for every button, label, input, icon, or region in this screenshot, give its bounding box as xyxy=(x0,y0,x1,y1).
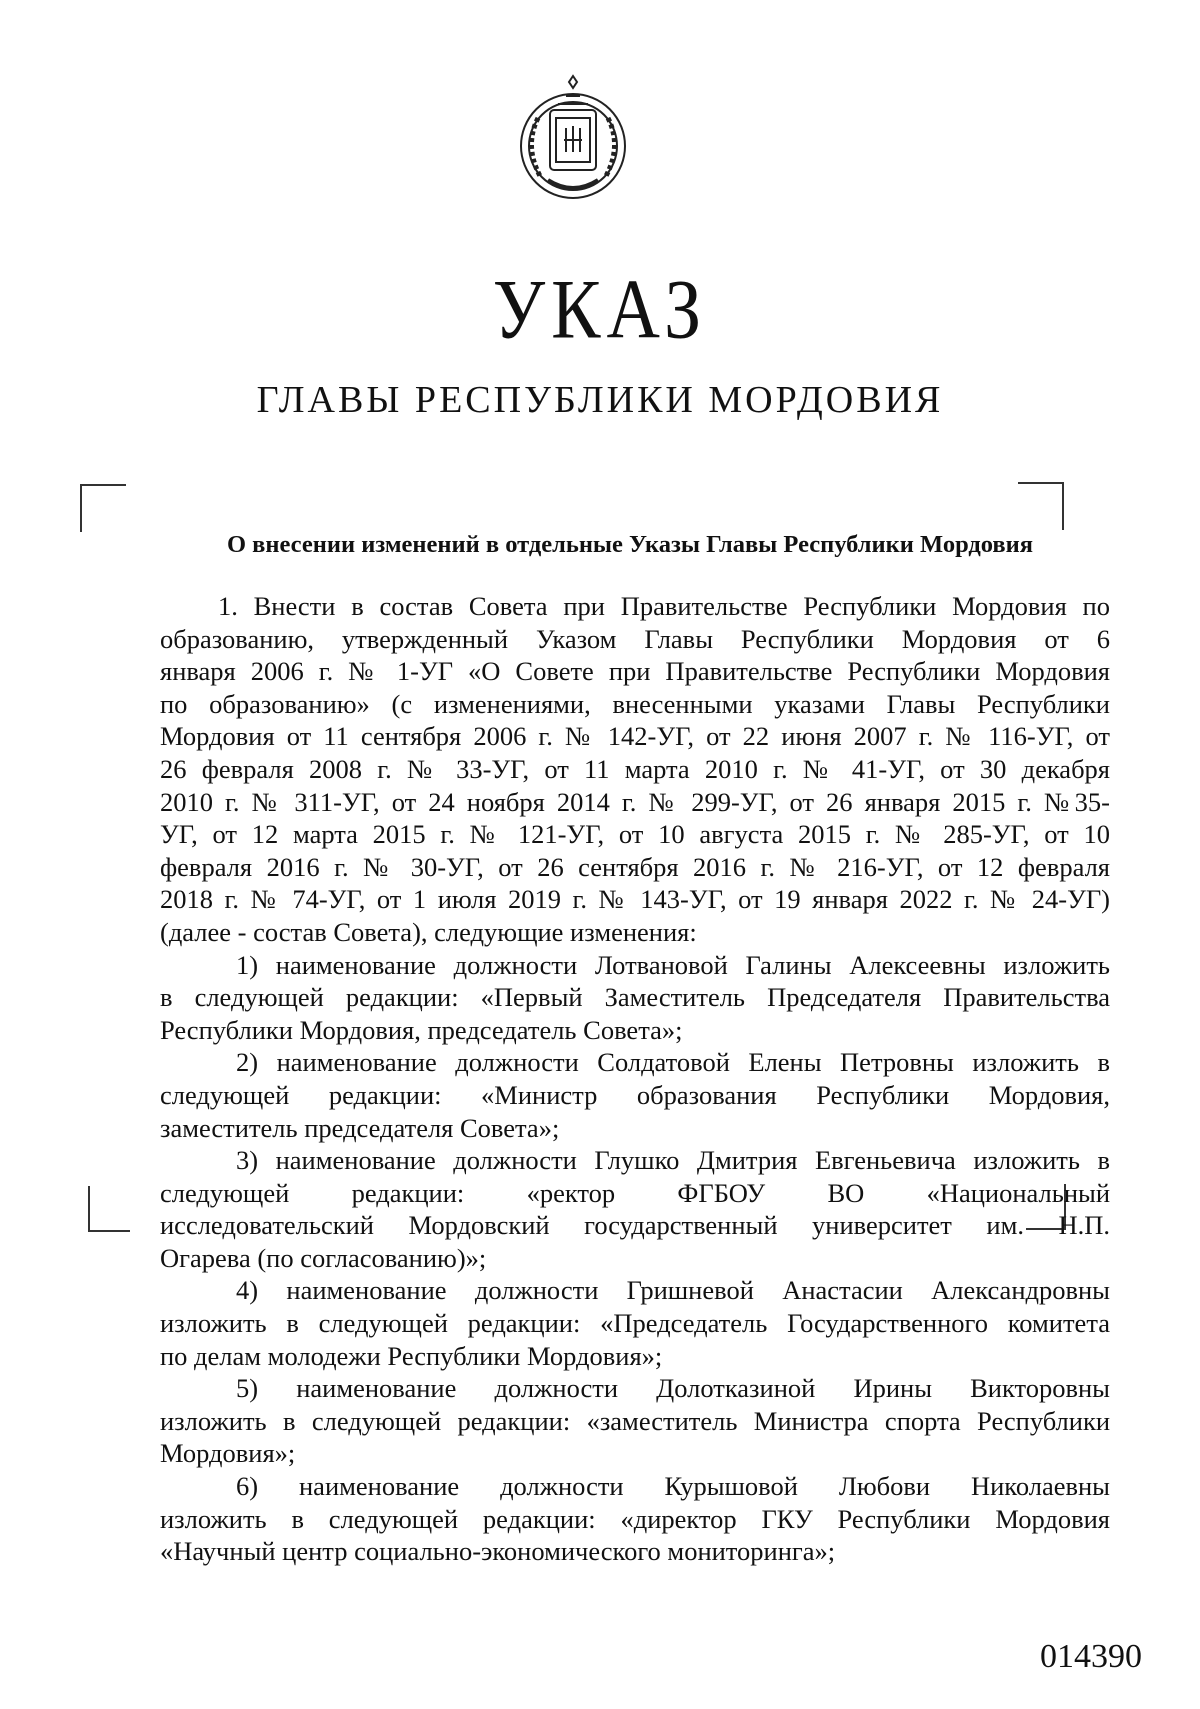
text-line: изложить в следующей редакции: «заместитель Министра спорта Республики xyxy=(160,1405,1110,1436)
decree-heading: О внесении изменений в отдельные Указы Главы Республики Мордовия xyxy=(226,531,1034,558)
paragraph-item-3 xyxy=(160,1144,1110,1274)
document-serial-number: 014390 xyxy=(1040,1638,1142,1675)
text-line: 4) наименование должности Гришневой Анастасии Александровны xyxy=(236,1275,1110,1306)
text-line: в следующей редакции: «Первый Заместитель Председателя Правительства xyxy=(160,982,1110,1013)
text-line: 26 февраля 2008 г. № 33-УГ, от 11 марта 2010 г. № 41-УГ, от 30 декабря xyxy=(160,753,1110,784)
paragraph-item-1 xyxy=(160,949,1110,1047)
text-line: изложить в следующей редакции: «директор ГКУ Республики Мордовия xyxy=(160,1503,1110,1534)
text-line: исследовательский Мордовский государственный университет им. Н.П. xyxy=(160,1210,1110,1241)
text-line: Мордовия от 11 сентября 2006 г. № 142-УГ, от 22 июня 2007 г. № 116-УГ, от xyxy=(160,721,1110,752)
text-line: следующей редакции: «ректор ФГБОУ ВО «Национальный xyxy=(160,1177,1110,1208)
document-type-title: УКАЗ xyxy=(492,262,708,358)
text-line: 6) наименование должности Курышовой Любови Николаевны xyxy=(236,1471,1110,1502)
text-line: Огарева (по согласованию)»; xyxy=(160,1242,487,1273)
text-line: Мордовия»; xyxy=(160,1438,296,1469)
text-line: 1) наименование должности Лотвановой Галины Алексеевны изложить xyxy=(236,949,1110,980)
text-line: 1. Внести в состав Совета при Правительстве Республики Мордовия по xyxy=(218,591,1110,621)
text-line: 5) наименование должности Долотказиной Ирины Викторовны xyxy=(236,1373,1110,1404)
coat-of-arms-icon xyxy=(508,68,638,216)
text-line: изложить в следующей редакции: «Председатель Государственного комитета xyxy=(160,1308,1110,1339)
text-line: 3) наименование должности Глушко Дмитрия Евгеньевича изложить в xyxy=(236,1145,1110,1176)
paragraph-item-6 xyxy=(160,1470,1110,1568)
decree-body xyxy=(160,590,1110,1568)
paragraph-item-5 xyxy=(160,1372,1110,1470)
paragraph-item-4 xyxy=(160,1274,1110,1372)
text-line: следующей редакции: «Министр образования Республики Мордовия, xyxy=(160,1079,1110,1110)
text-line: 2018 г. № 74-УГ, от 1 июля 2019 г. № 143-УГ, от 19 января 2022 г. № 24-УГ) xyxy=(160,884,1110,915)
issuer-subtitle: ГЛАВЫ РЕСПУБЛИКИ МОРДОВИЯ xyxy=(256,379,944,421)
text-line: 2) наименование должности Солдатовой Елены Петровны изложить в xyxy=(236,1047,1110,1078)
text-line: заместитель председателя Совета»; xyxy=(160,1112,560,1143)
corner-mark-bottom-left xyxy=(88,1186,130,1232)
text-line: УГ, от 12 марта 2015 г. № 121-УГ, от 10 августа 2015 г. № 285-УГ, от 10 xyxy=(160,819,1110,850)
text-line: (далее - состав Совета), следующие изменения: xyxy=(160,916,697,947)
text-line: «Научный центр социально-экономического мониторинга»; xyxy=(160,1536,836,1567)
text-line: января 2006 г. № 1-УГ «О Совете при Правительстве Республики Мордовия xyxy=(160,656,1110,687)
text-line: образованию, утвержденный Указом Главы Республики Мордовия от 6 xyxy=(160,623,1110,654)
text-line: по делам молодежи Республики Мордовия»; xyxy=(160,1340,663,1371)
paragraph-item-2 xyxy=(160,1046,1110,1144)
text-line: 2010 г. № 311-УГ, от 24 ноября 2014 г. № 299-УГ, от 26 января 2015 г. №35- xyxy=(160,786,1110,817)
corner-mark-top-left xyxy=(80,484,126,532)
text-line: Республики Мордовия, председатель Совета»; xyxy=(160,1014,683,1045)
corner-mark-top-right xyxy=(1018,482,1064,530)
paragraph-1 xyxy=(160,590,1110,949)
text-line: февраля 2016 г. № 30-УГ, от 26 сентября 2016 г. № 216-УГ, от 12 февраля xyxy=(160,851,1110,882)
text-line: по образованию» (с изменениями, внесенными указами Главы Республики xyxy=(160,688,1110,719)
